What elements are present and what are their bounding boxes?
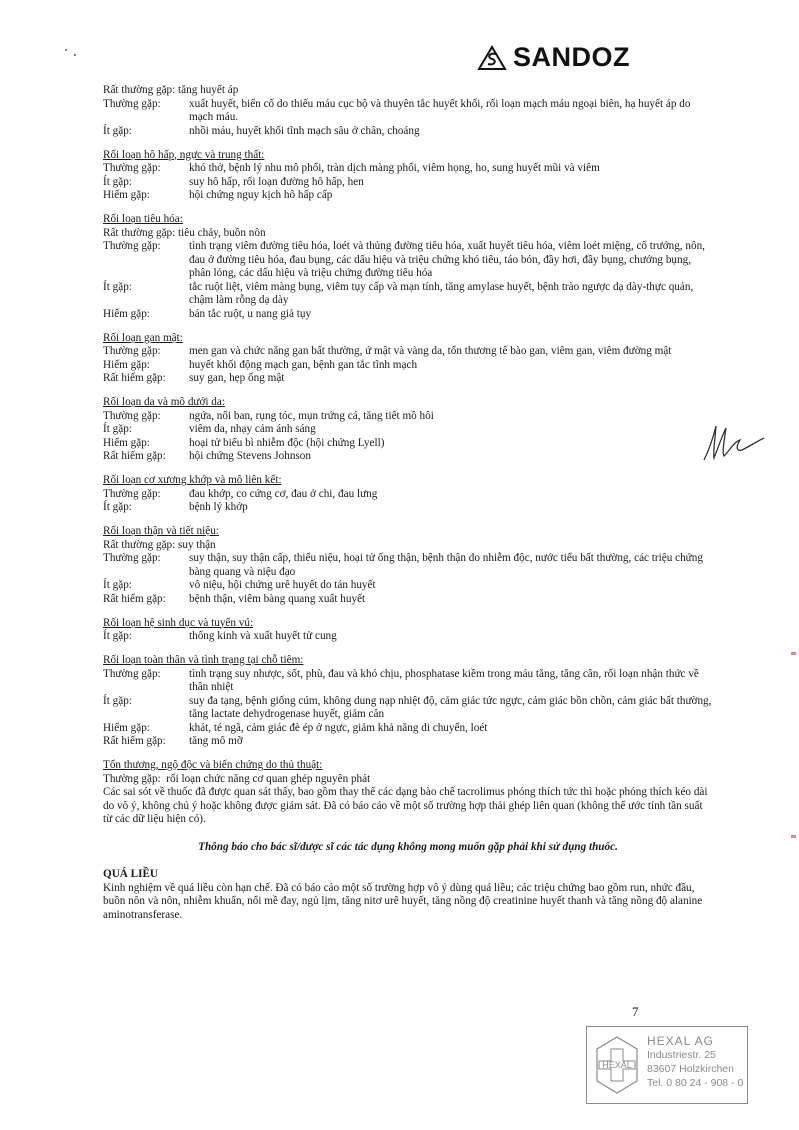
frequency-row <box>103 359 713 373</box>
frequency-row <box>103 176 713 190</box>
adverse-section <box>103 525 713 606</box>
frequency-line: Rất thường gặp: suy thận <box>103 538 216 551</box>
frequency-term: Thường gặp: <box>103 552 161 564</box>
frequency-row <box>103 345 713 359</box>
frequency-text: hội chứng Stevens Johnson <box>189 450 311 462</box>
frequency-term: Thường gặp: <box>103 487 161 500</box>
frequency-term: Hiếm gặp: <box>103 358 150 371</box>
frequency-text: khát, té ngã, cảm giác đè ép ở ngực, giảm khả năng di chuyển, loét <box>189 721 488 734</box>
frequency-line: Rất thường gặp: tăng huyết áp <box>103 84 239 96</box>
frequency-text: nhồi máu, huyết khối tĩnh mạch sâu ở chân, choáng <box>189 124 420 137</box>
frequency-text: bệnh thận, viêm bàng quang xuất huyết <box>189 592 366 605</box>
section-heading: Rối loạn cơ xương khớp và mô liên kết: <box>103 474 282 486</box>
frequency-text: hội chứng nguy kịch hô hấp cấp <box>189 189 333 201</box>
frequency-text: hoại tử biểu bì nhiễm độc (hội chứng Lyell) <box>189 436 385 449</box>
frequency-term: Thường gặp: <box>103 345 161 357</box>
section-heading: Rối loạn da và mô dưới da: <box>103 396 225 408</box>
frequency-text: rối loạn chức năng cơ quan ghép nguyên phát <box>166 772 371 785</box>
handwritten-signature <box>700 420 770 473</box>
adverse-section <box>103 654 713 749</box>
adverse-section <box>103 332 713 386</box>
brand-name: SANDOZ <box>513 42 630 72</box>
overdose-title: QUÁ LIỀU <box>103 868 159 880</box>
section-heading: Rối loạn thận và tiết niệu: <box>103 525 219 537</box>
frequency-row <box>103 240 713 281</box>
frequency-text: suy gan, hẹp ống mật <box>189 372 285 384</box>
frequency-term: Thường gặp: <box>103 162 161 174</box>
frequency-term: Thường gặp: <box>103 409 161 422</box>
stamp-line: Tel. 0 80 24 - 908 - 0 <box>647 1077 744 1089</box>
section-heading: Rối loạn gan mật: <box>103 331 183 344</box>
frequency-term: Ít gặp: <box>103 280 132 293</box>
injury-line <box>103 773 713 787</box>
frequency-row <box>103 98 713 125</box>
frequency-row <box>103 579 713 593</box>
document-body <box>103 84 713 922</box>
edge-mark <box>791 652 796 655</box>
frequency-term: Rất hiếm gặp: <box>103 372 166 384</box>
frequency-row <box>103 668 713 695</box>
edge-mark <box>791 835 796 838</box>
frequency-row <box>103 281 713 308</box>
frequency-text: huyết khối động mạch gan, bệnh gan tắc tĩnh mạch <box>189 358 418 371</box>
frequency-text: thống kinh và xuất huyết tử cung <box>189 630 337 642</box>
frequency-text: vô niệu, hội chứng urê huyết do tán huyết <box>189 579 376 591</box>
frequency-term: Ít gặp: <box>103 579 132 591</box>
adverse-section <box>103 84 713 138</box>
frequency-term: Ít gặp: <box>103 630 132 642</box>
frequency-text: ngứa, nổi ban, rụng tóc, mụn trứng cá, tăng tiết mồ hôi <box>189 409 434 422</box>
frequency-row <box>103 501 713 515</box>
frequency-text: tình trạng suy nhược, sốt, phù, đau và khó chịu, phosphatase kiềm trong máu tăng, tăng cân, rối loạn nhận thức về thân nhiệt <box>189 667 699 693</box>
frequency-row <box>103 189 713 203</box>
frequency-text: tình trạng viêm đường tiêu hóa, loét và thủng đường tiêu hóa, xuất huyết tiêu hóa, viêm loét miệng, cổ trướng, nôn, đau ở đường tiêu hóa, đau bụng, các dấu hiệu và triệu chứng khó tiêu, táo bón, đầy hơi, đầy bụng, chướng bụng, phân lỏng, các dấu hiệu và triệu chứng đường tiêu hóa <box>189 240 705 279</box>
section-heading: Rối loạn toàn thân và tình trạng tại chỗ tiêm: <box>103 654 304 666</box>
frequency-text: suy đa tạng, bệnh giống cúm, không dung nạp nhiệt độ, cảm giác tức ngực, cảm giác bồn chồn, cảm giác bất thường, tăng lactate dehydrogenase huyết, giảm cân <box>189 694 712 720</box>
frequency-term: Rất hiếm gặp: <box>103 735 166 747</box>
frequency-text: suy hô hấp, rối loạn đường hô hấp, hen <box>189 175 364 188</box>
adverse-section <box>103 396 713 464</box>
stray-mark <box>63 46 83 65</box>
page-number: 7 <box>632 1004 639 1019</box>
adverse-section <box>103 213 713 321</box>
overdose-text: Kinh nghiệm về quá liều còn hạn chế. Đã có báo cáo một số trường hợp vô ý dùng quá liều; các triệu chứng bao gồm run, nhức đầu, buồn nôn và nôn, nhiễm khuẩn, nổi mề đay, ngủ lịm, tăng nitơ urê huyết, tăng nồng độ creatinine huyết thanh và tăng nồng độ alanine aminotransferase. <box>103 881 703 921</box>
injury-section <box>103 759 713 827</box>
frequency-row <box>103 372 713 386</box>
frequency-row <box>103 125 713 139</box>
frequency-text: tăng mô mỡ <box>189 735 243 747</box>
frequency-term: Thường gặp: <box>103 667 161 680</box>
frequency-term: Hiếm gặp: <box>103 436 150 449</box>
frequency-text: tắc ruột liệt, viêm màng bụng, viêm tụy cấp và mạn tính, tăng amylase huyết, bệnh trào ngược dạ dày-thực quản, chậm làm rỗng dạ dày <box>189 280 694 306</box>
injury-paragraph: Các sai sót về thuốc đã được quan sát thấy, bao gồm thay thế các dạng bào chế tacrolimus phóng thích tức thì hoặc phóng thích kéo dài do vô ý, không chủ ý hoặc không được giám sát. Đã có báo cáo về một số trường hợp thải ghép liên quan (không thể ước tính tần suất từ các dữ liệu hiện có). <box>103 786 708 825</box>
sandoz-logo <box>477 42 630 73</box>
frequency-term: Thường gặp: <box>103 240 161 252</box>
frequency-row <box>103 552 713 579</box>
frequency-term: Ít gặp: <box>103 124 132 137</box>
frequency-text: viêm da, nhạy cảm ánh sáng <box>189 423 316 435</box>
section-heading: Rối loạn tiêu hóa: <box>103 213 183 225</box>
sandoz-triangle-icon <box>477 45 507 71</box>
frequency-term: Hiếm gặp: <box>103 307 150 320</box>
frequency-line: Rất thường gặp: tiêu chảy, buồn nôn <box>103 226 266 239</box>
frequency-text: khó thở, bệnh lý nhu mô phổi, tràn dịch màng phổi, viêm họng, ho, sung huyết mũi và viêm <box>189 162 600 174</box>
frequency-text: xuất huyết, biến cố do thiếu máu cục bộ và thuyên tắc huyết khối, rối loạn mạch máu ngoại biên, hạ huyết áp do mạch máu. <box>189 97 691 123</box>
section-heading: Rối loạn hô hấp, ngực và trung thất: <box>103 148 265 161</box>
hexal-cross-icon <box>593 1035 641 1095</box>
hexal-stamp <box>586 1026 748 1104</box>
frequency-row <box>103 722 713 736</box>
frequency-term: Thường gặp: <box>103 97 161 110</box>
frequency-term: Rất hiếm gặp: <box>103 450 166 462</box>
stamp-logo-text: HEXAL <box>602 1060 632 1070</box>
frequency-text: suy thận, suy thận cấp, thiểu niệu, hoại tử ống thận, bệnh thận do nhiễm độc, nước tiểu bất thường, các triệu chứng bàng quang và niệu đạo <box>189 552 703 578</box>
frequency-row <box>103 308 713 322</box>
adverse-section <box>103 474 713 515</box>
frequency-row <box>103 437 713 451</box>
section-heading: Tổn thương, ngộ độc và biến chứng do thủ thuật: <box>103 759 323 771</box>
frequency-row <box>103 423 713 437</box>
section-heading: Rối loạn hệ sinh dục và tuyến vú: <box>103 616 254 629</box>
frequency-row <box>103 450 713 464</box>
stamp-line: 83607 Holzkirchen <box>647 1063 734 1075</box>
frequency-row <box>103 735 713 749</box>
frequency-row <box>103 593 713 607</box>
frequency-term: Thường gặp: <box>103 772 161 785</box>
frequency-row <box>103 630 713 644</box>
frequency-term: Ít gặp: <box>103 501 132 513</box>
frequency-term: Ít gặp: <box>103 694 132 707</box>
adverse-section <box>103 617 713 644</box>
frequency-row <box>103 695 713 722</box>
frequency-text: đau khớp, co cứng cơ, đau ở chi, đau lưng <box>189 487 378 500</box>
frequency-text: bán tắc ruột, u nang giả tụy <box>189 307 312 320</box>
stamp-line: HEXAL AG <box>647 1034 714 1048</box>
notice-text: Thông báo cho bác sĩ/dược sĩ các tác dụng không mong muốn gặp phải khi sử dụng thuốc. <box>198 840 618 853</box>
frequency-text: men gan và chức năng gan bất thường, ứ mật và vàng da, tổn thương tế bào gan, viêm gan, viêm đường mật <box>189 345 672 357</box>
frequency-row <box>103 162 713 176</box>
frequency-row <box>103 410 713 424</box>
frequency-term: Ít gặp: <box>103 175 132 188</box>
frequency-term: Rất hiếm gặp: <box>103 592 166 605</box>
frequency-term: Ít gặp: <box>103 423 132 435</box>
frequency-text: bệnh lý khớp <box>189 501 248 513</box>
frequency-term: Hiếm gặp: <box>103 721 150 734</box>
frequency-row <box>103 488 713 502</box>
stamp-line: Industriestr. 25 <box>647 1049 716 1061</box>
adverse-section <box>103 149 713 203</box>
frequency-term: Hiếm gặp: <box>103 189 150 201</box>
